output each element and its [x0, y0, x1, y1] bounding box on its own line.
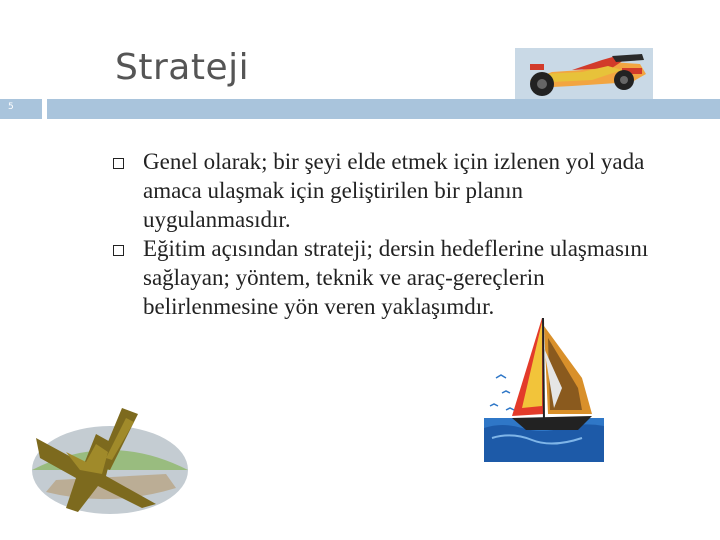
- slide-number: 5: [8, 102, 14, 112]
- bullet-text: Genel olarak; bir şeyi elde etmek için izlenen yol yada amaca ulaşmak için geliştirilen bir planın uygulanmasıdır.: [143, 149, 645, 232]
- bullet-text: Eğitim açısından strateji; dersin hedeflerine ulaşmasını sağlayan; yöntem, teknik ve araç-gereçlerin belirlenmesine yön veren yaklaşımdır.: [143, 236, 649, 319]
- bullet-item: [110, 234, 670, 321]
- slide-title: Strateji: [115, 47, 250, 88]
- slide-number-bar: [0, 99, 42, 119]
- header-accent-bar: [47, 99, 720, 119]
- square-bullet-icon: [113, 158, 124, 169]
- bullet-list: [110, 147, 670, 321]
- airplane-icon: [26, 404, 192, 516]
- race-car-icon: [512, 46, 656, 104]
- square-bullet-icon: [113, 245, 124, 256]
- bullet-item: [110, 147, 670, 234]
- sailboat-icon: [482, 318, 612, 463]
